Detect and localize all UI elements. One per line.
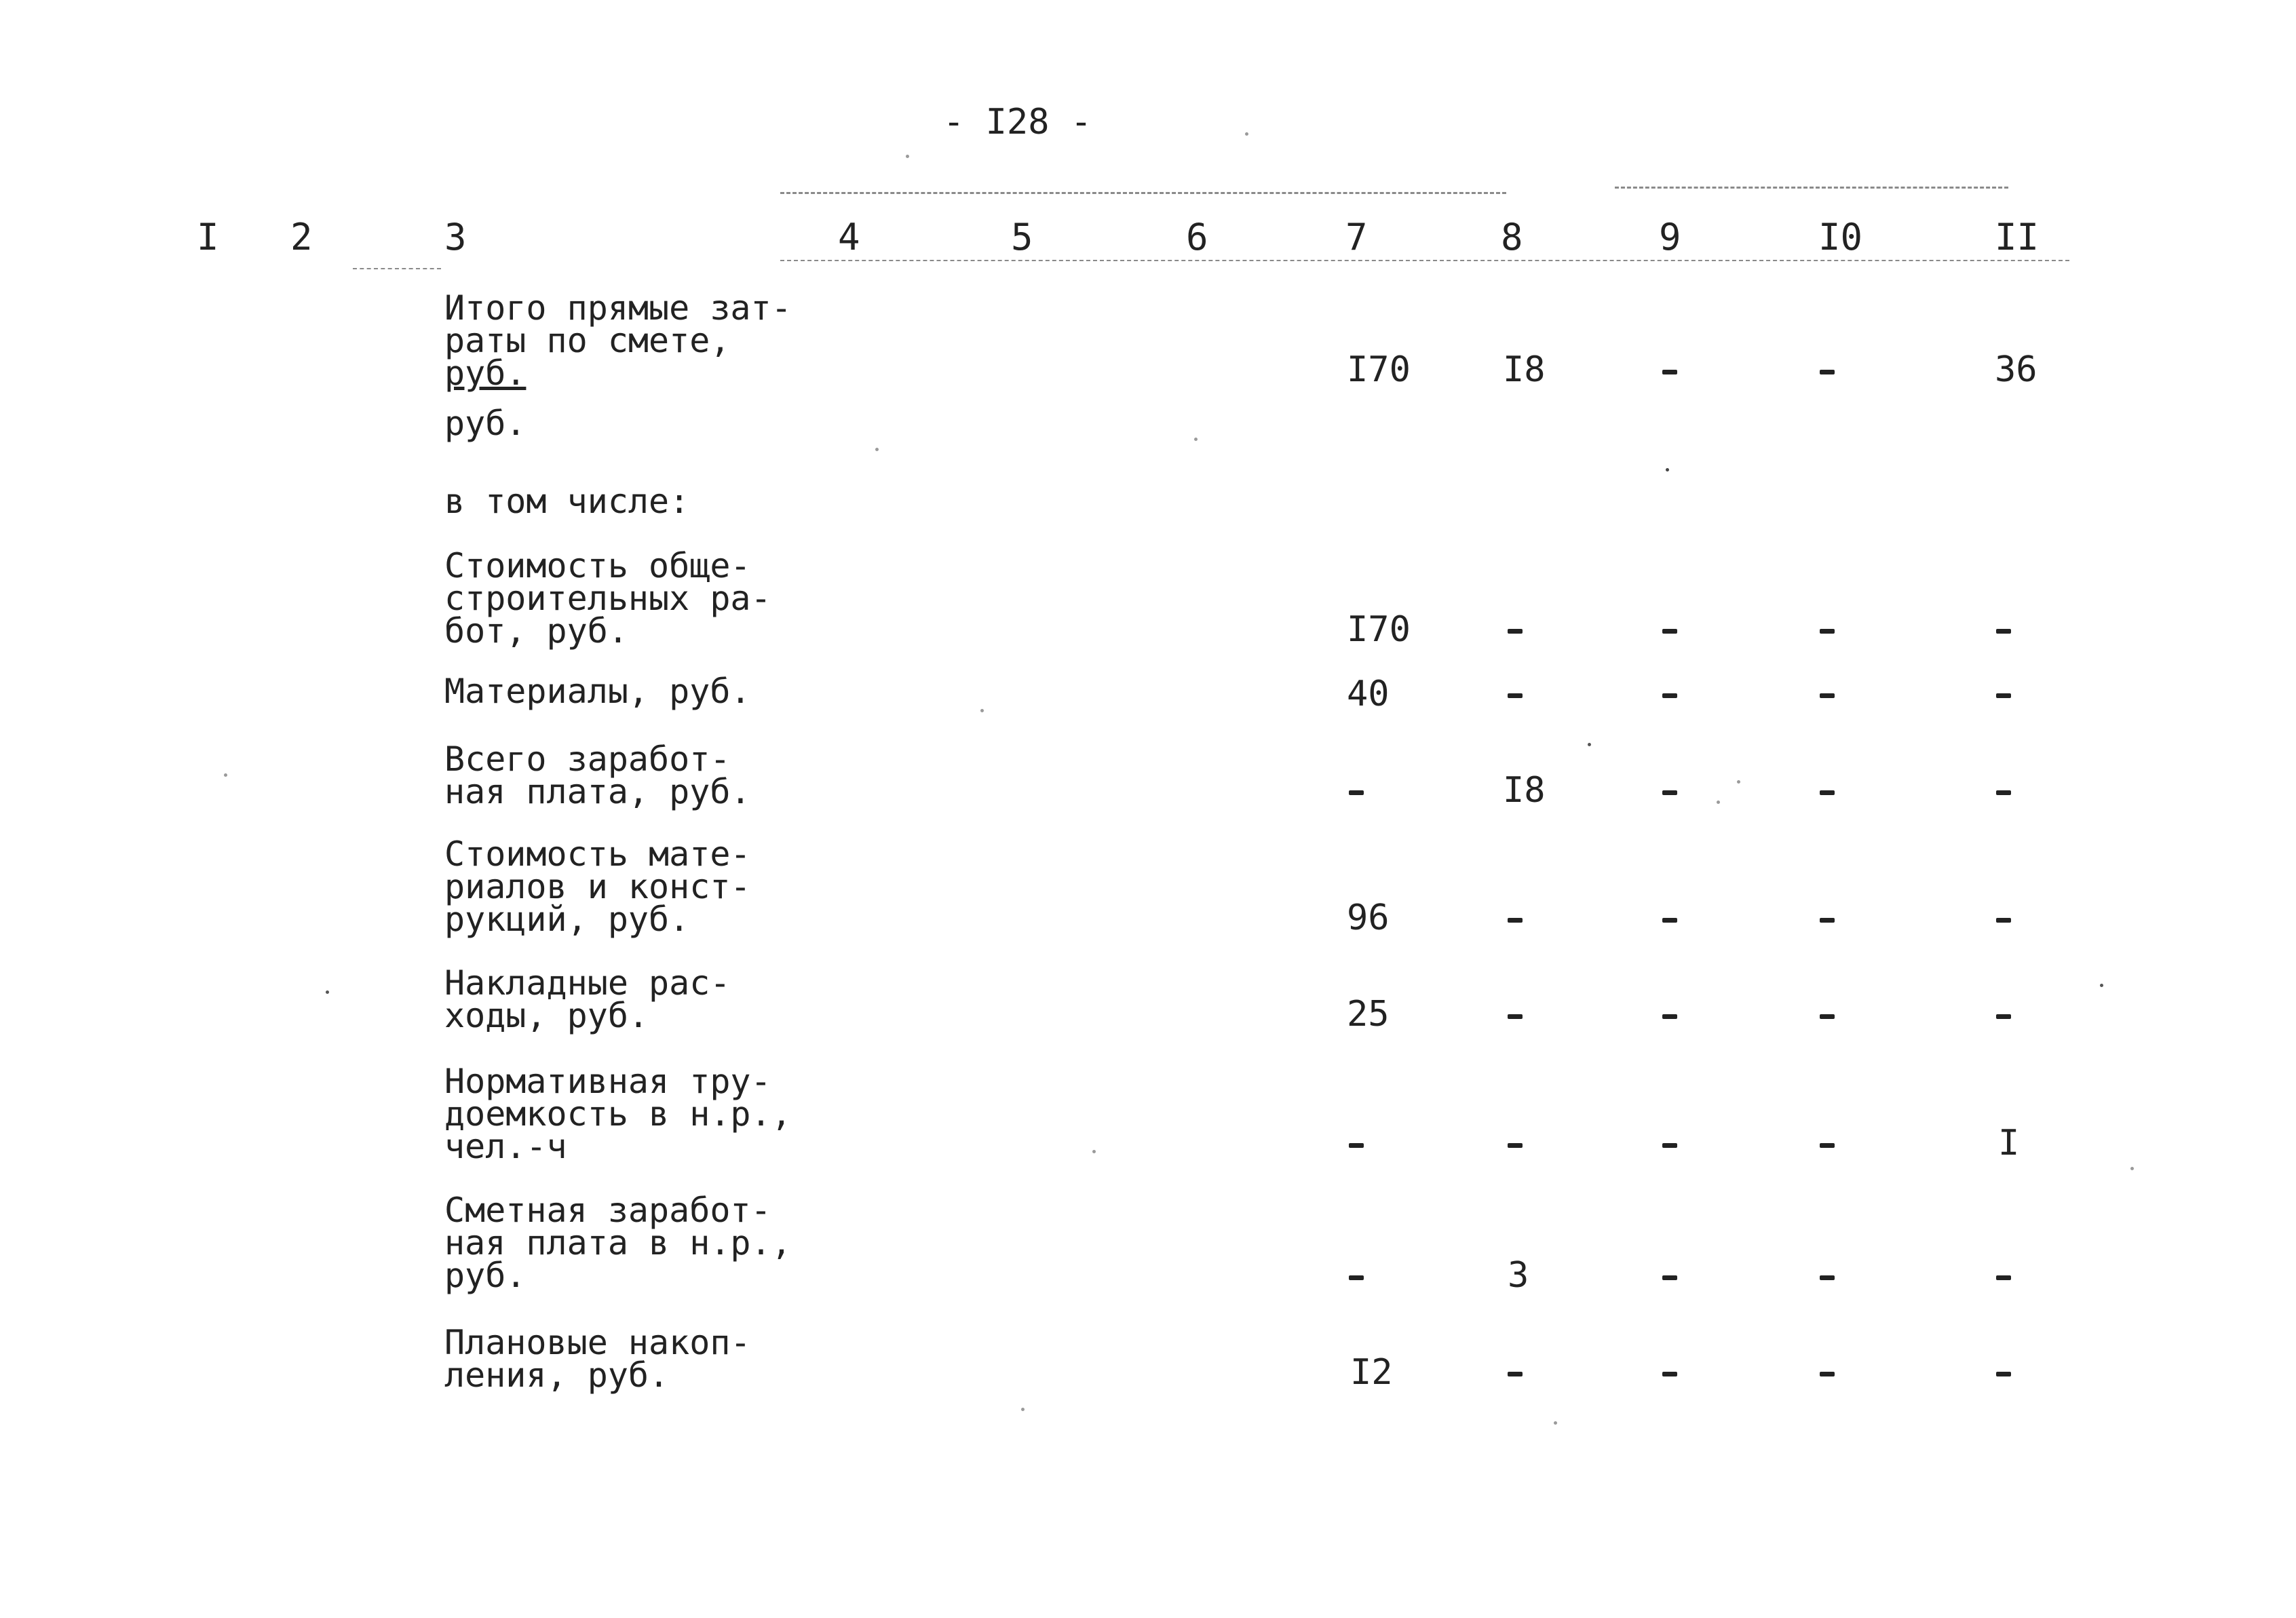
cell-dash <box>1996 629 2011 634</box>
scan-speck <box>1588 743 1591 746</box>
row-label: Стоимость обще- строительных ра- бот, руб. <box>444 546 771 651</box>
cell-dash <box>1662 918 1677 923</box>
cell-dash <box>1996 693 2011 698</box>
column-header-2: 2 <box>290 216 313 258</box>
cell-dash <box>1349 1143 1364 1148</box>
cell-dash <box>1349 790 1364 795</box>
cell-dash <box>1996 790 2011 795</box>
cell-dash <box>1508 1014 1523 1019</box>
cell-dash <box>1662 629 1677 634</box>
cell-value: I70 <box>1347 349 1411 390</box>
row-label-underlined: руб. <box>444 353 527 393</box>
cell-dash <box>1996 918 2011 923</box>
scan-speck <box>875 448 879 451</box>
cell-dash <box>1662 1143 1677 1148</box>
column-header-8: 8 <box>1501 216 1523 258</box>
cell-dash <box>1508 1143 1523 1148</box>
cell-dash <box>1820 1014 1835 1019</box>
row-label: в том числе: <box>444 482 690 521</box>
scan-speck <box>326 990 329 994</box>
row-label-extra: руб. <box>444 404 527 443</box>
header-bottom-rule <box>780 260 2069 261</box>
column-header-1: I <box>197 216 219 258</box>
row-label: Плановые накоп- ления, руб. <box>444 1323 751 1395</box>
column-header-4: 4 <box>838 216 860 258</box>
cell-dash <box>1349 1275 1364 1280</box>
page-number: - I28 - <box>943 102 1092 142</box>
scan-speck <box>1245 132 1248 136</box>
scan-speck <box>1717 801 1720 804</box>
column-header-6: 6 <box>1186 216 1208 258</box>
scan-speck <box>980 709 984 712</box>
cell-dash <box>1662 790 1677 795</box>
scan-speck <box>1194 438 1198 441</box>
cell-value: 40 <box>1347 674 1390 714</box>
cell-value: I8 <box>1503 770 1546 811</box>
column-header-9: 9 <box>1659 216 1681 258</box>
cell-value: I2 <box>1350 1352 1393 1393</box>
scan-speck <box>2100 984 2103 987</box>
cell-value: 36 <box>1995 349 2037 390</box>
cell-dash <box>1662 1275 1677 1280</box>
cell-dash <box>1820 370 1835 374</box>
scan-speck <box>224 773 227 777</box>
scan-speck <box>1554 1421 1557 1425</box>
cell-value: I8 <box>1503 349 1546 390</box>
row-label: Накладные рас- ходы, руб. <box>444 963 731 1035</box>
row-label: Материалы, руб. <box>444 672 751 711</box>
header-bottom-rule-left <box>353 268 441 269</box>
column-header-5: 5 <box>1011 216 1033 258</box>
column-header-11: II <box>1995 216 2040 258</box>
row-label: Стоимость мате- риалов и конст- рукций, руб. <box>444 834 751 939</box>
column-header-3: 3 <box>444 216 467 258</box>
cell-dash <box>1820 918 1835 923</box>
scan-speck <box>1092 1150 1096 1153</box>
cell-dash <box>1996 1372 2011 1376</box>
scan-speck <box>1666 468 1669 471</box>
column-header-10: I0 <box>1818 216 1863 258</box>
cell-value: I <box>1998 1123 2020 1163</box>
cell-dash <box>1820 629 1835 634</box>
cell-dash <box>1508 918 1523 923</box>
cell-value: 3 <box>1508 1255 1529 1296</box>
cell-value: I70 <box>1347 609 1411 650</box>
column-header-7: 7 <box>1345 216 1368 258</box>
cell-dash <box>1508 693 1523 698</box>
scan-speck <box>1021 1408 1025 1411</box>
cell-dash <box>1508 1372 1523 1376</box>
cell-dash <box>1662 1014 1677 1019</box>
cell-value: 96 <box>1347 898 1390 938</box>
row-label: Итого прямые зат- раты по смете, руб. <box>444 288 792 393</box>
cell-dash <box>1996 1275 2011 1280</box>
cell-dash <box>1508 629 1523 634</box>
scan-speck <box>1737 780 1740 784</box>
cell-dash <box>1662 693 1677 698</box>
cell-dash <box>1820 1275 1835 1280</box>
header-top-rule <box>780 192 1506 194</box>
header-top-rule-right <box>1615 187 2008 189</box>
row-label: Всего заработ- ная плата, руб. <box>444 739 751 811</box>
cell-dash <box>1662 370 1677 374</box>
cell-dash <box>1820 1372 1835 1376</box>
cell-value: 25 <box>1347 994 1390 1035</box>
row-label: Нормативная тру- доемкость в н.р., чел.-ч <box>444 1062 792 1166</box>
cell-dash <box>1662 1372 1677 1376</box>
cell-dash <box>1820 1143 1835 1148</box>
cell-dash <box>1996 1014 2011 1019</box>
scan-speck <box>906 155 909 158</box>
scan-speck <box>2130 1167 2134 1170</box>
cell-dash <box>1820 790 1835 795</box>
row-label: Сметная заработ- ная плата в н.р., руб. <box>444 1191 792 1295</box>
cell-dash <box>1820 693 1835 698</box>
